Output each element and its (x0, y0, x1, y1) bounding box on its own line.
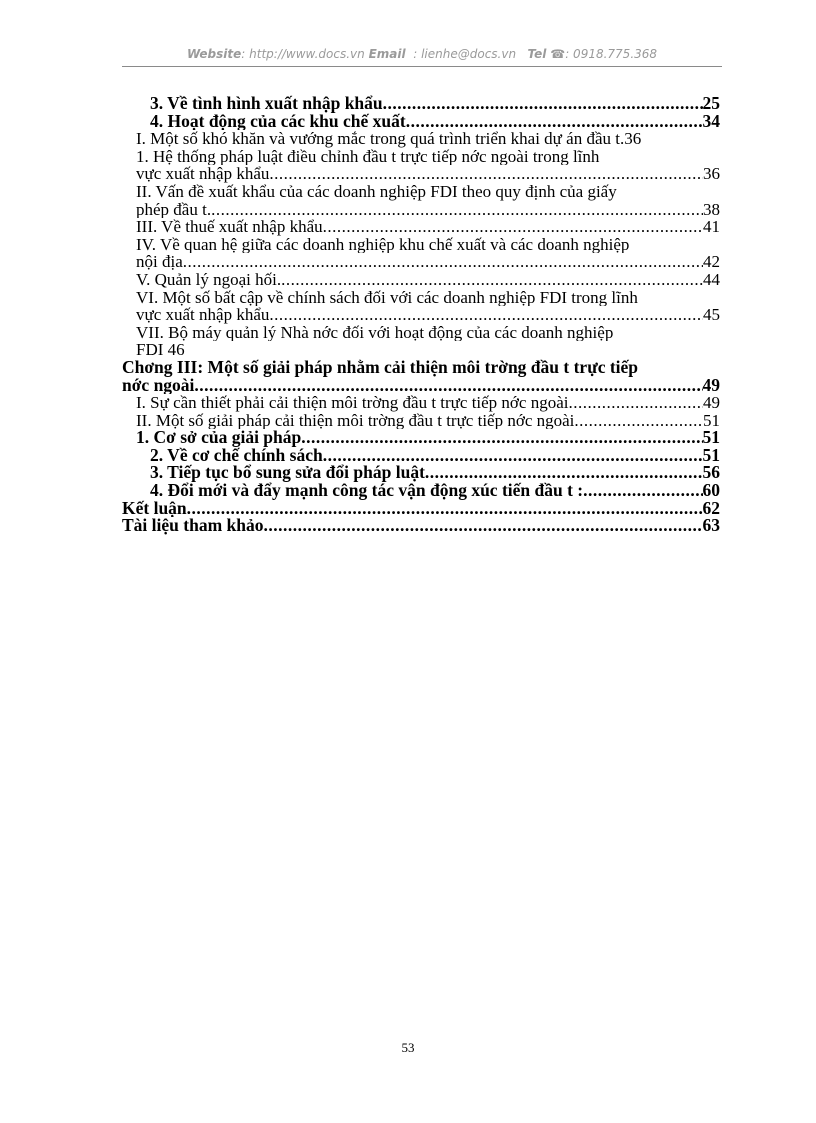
toc-entry-title: IV. Về quan hệ giữa các doanh nghiệp khu chế xuất và các doanh nghiệp (136, 235, 630, 254)
toc-entry-page: 25 (702, 95, 720, 113)
toc-leader-dots (269, 165, 703, 183)
toc-entry-page: 38 (703, 200, 720, 219)
toc-entry (122, 464, 720, 482)
toc-entry-title: II. Một số giải pháp cải thiện môi trờng đầu t trực tiếp nớc ngoài (136, 411, 575, 430)
toc-entry-title: VI. Một số bất cập về chính sách đối với các doanh nghiệp FDI trong lĩnh (136, 288, 638, 307)
toc-entry-title: V. Quản lý ngoại hối. (136, 270, 282, 289)
toc-entry-page: 60 (702, 482, 720, 500)
toc-entry (122, 165, 720, 183)
toc-leader-dots (194, 377, 702, 395)
toc-entry (122, 289, 720, 307)
tel-value: ☎: 0918.775.368 (550, 47, 658, 61)
toc-entry-page: 56 (702, 464, 720, 483)
toc-entry (122, 183, 720, 201)
toc-entry-title: 3. Về tình hình xuất nhập khẩu (150, 95, 383, 113)
toc-entry-page: 51 (702, 429, 720, 447)
toc-entry (122, 271, 720, 289)
toc-leader-dots (574, 412, 703, 430)
toc-entry-page: 42 (703, 253, 720, 271)
toc-leader-dots (269, 306, 703, 324)
toc-entry (122, 130, 720, 148)
toc-leader-dots (383, 95, 703, 113)
toc-entry-page: 41 (703, 218, 720, 236)
toc-leader-dots (211, 201, 703, 219)
header-divider (122, 66, 722, 67)
toc-leader-dots (583, 482, 702, 500)
toc-entry (122, 253, 720, 271)
toc-entry-title: Kết luận (122, 499, 187, 518)
toc-entry-title: 1. Hệ thống pháp luật điều chỉnh đầu t trực tiếp nớc ngoài trong lĩnh (136, 147, 600, 166)
toc-entry-title: Chơng III: Một số giải pháp nhằm cải thiện môi trờng đầu t trực tiếp (122, 358, 639, 377)
toc-leader-dots (425, 464, 703, 482)
toc-entry (122, 517, 720, 535)
table-of-contents (122, 95, 720, 535)
toc-entry (122, 412, 720, 430)
toc-entry (122, 377, 720, 395)
toc-entry (122, 113, 720, 131)
toc-entry (122, 359, 720, 377)
toc-leader-dots (183, 253, 703, 271)
toc-entry-title: III. Về thuế xuất nhập khẩu (136, 218, 323, 236)
toc-entry-page: .36 (619, 130, 642, 148)
website-label: Website (186, 47, 242, 61)
page-header (122, 47, 722, 61)
email-label: Email (368, 47, 406, 61)
toc-entry-page: 34 (702, 112, 720, 131)
toc-entry-title: vực xuất nhập khẩu (136, 165, 270, 183)
toc-leader-dots (406, 113, 703, 131)
toc-entry-title: 2. Về cơ chế chính sách (150, 446, 323, 465)
toc-entry-page: 63 (702, 517, 720, 535)
toc-leader-dots (323, 447, 703, 465)
toc-entry-title: Tài liệu tham khảo (122, 517, 264, 535)
toc-entry (122, 201, 720, 219)
toc-entry-title: nớc ngoài (122, 376, 195, 395)
toc-entry (122, 324, 720, 342)
toc-entry-title: II. Vấn đề xuất khẩu của các doanh nghiệp FDI theo quy định của giấy (136, 182, 617, 201)
toc-entry (122, 394, 720, 412)
email-value: : lienhe@docs.vn (413, 47, 517, 61)
toc-entry-title: FDI 46 (136, 341, 185, 359)
toc-leader-dots (301, 429, 702, 447)
toc-leader-dots (187, 500, 703, 518)
toc-entry (122, 306, 720, 324)
toc-entry-title: 4. Hoạt động của các khu chế xuất (150, 112, 406, 131)
toc-entry-title: vực xuất nhập khẩu (136, 306, 270, 324)
toc-entry (122, 500, 720, 518)
toc-entry-page: 49 (703, 394, 720, 412)
toc-entry-page: 44 (703, 270, 720, 289)
toc-entry-title: I. Một số khó khăn và vướng mắc trong quá trình triển khai dự án đầu t (136, 130, 620, 148)
toc-entry (122, 95, 720, 113)
toc-entry-title: 3. Tiếp tục bổ sung sửa đổi pháp luật (150, 464, 425, 483)
toc-entry (122, 236, 720, 254)
toc-entry (122, 148, 720, 166)
toc-leader-dots (281, 271, 703, 289)
toc-entry-title: nội địa (136, 253, 183, 271)
toc-entry (122, 429, 720, 447)
toc-leader-dots (264, 517, 703, 535)
toc-entry (122, 341, 720, 359)
toc-entry-title: VII. Bộ máy quản lý Nhà nớc đối với hoạt động của các doanh nghiệp (136, 323, 614, 342)
toc-entry (122, 482, 720, 500)
toc-entry-page: 51 (703, 411, 720, 430)
toc-entry-page: 36 (703, 165, 720, 183)
toc-entry-title: 1. Cơ sở của giải pháp (136, 429, 302, 447)
website-value: : http://www.docs.vn (241, 47, 365, 61)
toc-entry-title: phép đầu t. (136, 200, 212, 219)
toc-entry-page: 51 (702, 446, 720, 465)
toc-leader-dots (569, 394, 704, 412)
toc-entry-title: I. Sự cần thiết phải cải thiện môi trờng đầu t trực tiếp nớc ngoài (136, 394, 569, 412)
toc-leader-dots (323, 218, 703, 236)
page-number: 53 (401, 1040, 415, 1055)
toc-entry (122, 447, 720, 465)
toc-entry (122, 218, 720, 236)
tel-label: Tel (527, 47, 547, 61)
toc-entry-page: 49 (702, 376, 720, 395)
toc-entry-page: 62 (702, 499, 720, 518)
toc-entry-title: 4. Đổi mới và đẩy mạnh công tác vận động xúc tiến đầu t : (150, 482, 584, 500)
toc-entry-page: 45 (703, 306, 720, 324)
